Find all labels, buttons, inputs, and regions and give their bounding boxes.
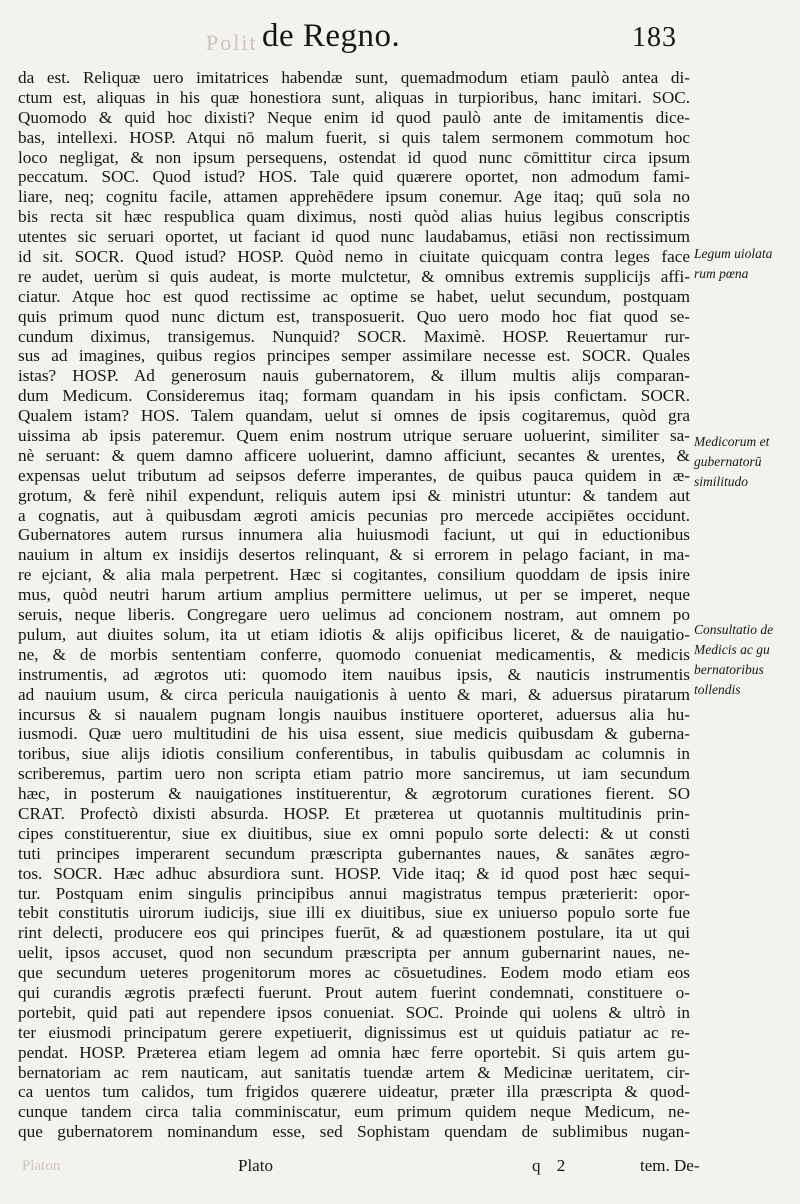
body-line: nè seruant: & quem damno afficere uoluerint, damno afficiunt, secantes & urentes, & — [18, 445, 690, 465]
body-line: toribus, siue alijs idiotis consilium conferentibus, in tabulis quibusdam ac columnis in — [18, 744, 690, 764]
margin-note-line: bernatoribus — [694, 662, 764, 677]
margin-note-line: Legum uiolata — [694, 246, 773, 261]
running-header-title: de Regno. — [262, 18, 401, 54]
margin-note-line: similitudo — [694, 474, 749, 489]
body-line: sus ad imagines, quibus regios principes semper assimilare necesse est. SOCR. Quales — [18, 346, 690, 366]
body-line: CRAT. Profectò dixisti absurda. HOSP. Et præterea ut quotannis multitudinis prin- — [18, 803, 690, 823]
body-line: tos. SOCR. Hæc adhuc absurdiora sunt. HOSP. Vide itaq; & id quod post hæc sequi- — [18, 863, 690, 883]
margin-note-medicorum — [694, 432, 800, 492]
margin-note-line: Medicorum et — [694, 434, 770, 449]
body-line: quis primum quod nunc dictum est, transposuerit. Quo uero modo hoc fiat quod se- — [18, 306, 690, 326]
body-line: ne, & de morbis sententiam conferre, quomodo conueniat medicamentis, & medicis — [18, 644, 690, 664]
body-line: tuti principes imperarent secundum præscripta gubernantes naues, & sanātes ægro- — [18, 843, 690, 863]
body-line: rint delecti, producere eos qui principes fuerūt, & ad quæstionem postulare, ita ut qui — [18, 923, 690, 943]
body-line: iusmodi. Quæ uero multitudini de his uisa essent, siue medicis quibusdam & guberna- — [18, 724, 690, 744]
body-line: que secundum ueteres progenitorum mores ac cōsuetudines. Eodem modo etiam eos — [18, 963, 690, 983]
body-line: Gubernatores autem rursus innumera alia huiusmodi faciunt, ut qui in eductionibus — [18, 525, 690, 545]
body-line: uissima ab ipsis pateremur. Quem enim nostrum utrique seruare uoluerint, similiter sa- — [18, 426, 690, 446]
body-line: nauium in altum ex insidijs desertos relinquant, & si errorem in pelago faciant, in ma- — [18, 545, 690, 565]
body-line: liare, neq; cognitu facile, attamen apprehēdere ipsum conemur. Age itaq; quū sola no — [18, 187, 690, 207]
body-line: incursus & si naualem pugnam longis nauibus instituere oporteret, aduersus alia hu- — [18, 704, 690, 724]
body-line: re ejciant, & alia mala perpetrent. Hæc si cogitantes, consilium quoddam de ipsis inire — [18, 565, 690, 585]
body-line: cipes constituerentur, siue ex diuitibus, siue ex omni populo sorte delecti: & ut consti — [18, 823, 690, 843]
body-line: pulum, aut diuites solum, ita ut etiam idiotis & alijs opificibus liceret, & de nauigatio- — [18, 624, 690, 644]
margin-note-line: Consultatio de — [694, 622, 774, 637]
bleed-through-footer: Platon — [22, 1158, 61, 1174]
body-line: ter eiusmodi principatum gerere expetiuerit, dignissimus est ut quiduis patiatur ac re- — [18, 1022, 690, 1042]
body-text-column — [18, 68, 690, 1142]
body-line: loco negligat, & non ipsum persequens, ostendat id quod nunc cōmittitur circa ipsum — [18, 147, 690, 167]
body-line: ad nauium usum, & circa pericula nauigationis à uento & mari, & aduersus piratarum — [18, 684, 690, 704]
body-line: qui curandis ægrotis præfecti fuerunt. Prout autem fuerint condemnati, constituere o- — [18, 982, 690, 1002]
body-line: uelit, ipsos accuset, quod non secundum præscripta per annum gubernarint naues, ne- — [18, 943, 690, 963]
body-line: instrumentis, ad ægrotos uti: quomodo item nauibus ipsis, & nauticis instrumentis — [18, 664, 690, 684]
margin-note-line: tollendis — [694, 682, 741, 697]
body-line: utentes sic seruari oportet, ut faciant id quod nunc laudabamus, etiāsi non rectissimum — [18, 227, 690, 247]
body-line: tur. Postquam enim singulis principibus annui magistratus tempus præterierit: opor- — [18, 883, 690, 903]
body-line: ciatur. Atque hoc est quod rectissime ac optime se habet, uelut secundum, postquam — [18, 286, 690, 306]
body-line: bis recta sit hæc respublica quam diximus, nosti quòd alias huius legibus conscriptis — [18, 207, 690, 227]
body-line: cundum diximus, transigemus. Nunquid? SOCR. Maximè. HOSP. Reuertamur rur- — [18, 326, 690, 346]
body-line: bernatoriam ac rem nauticam, aut sanitatis tuendæ artem & Medicinæ ueritatem, cir- — [18, 1062, 690, 1082]
body-line: cunque tandem circa talia comminiscatur, eum primum quidem neque Medicum, ne- — [18, 1102, 690, 1122]
body-line: pendat. HOSP. Præterea etiam legem ad omnia hæc ferre oportebit. Si quis artem gu- — [18, 1042, 690, 1062]
margin-note-line: rum pœna — [694, 266, 749, 281]
body-line: id sit. SOCR. Quod istud? HOSP. Quòd nemo in ciuitate quicquam contra leges face — [18, 247, 690, 267]
body-line: peccatum. SOC. Quod istud? HOS. Tale quid quærere oportet, non admodum fami- — [18, 167, 690, 187]
body-line: grotum, & ferè nihil expendunt, reliquis autem ipsi & ministri utuntur: & tandem aut — [18, 485, 690, 505]
margin-note-consultatio — [694, 620, 800, 700]
body-line: seruis, neque liberis. Congregare uero uelimus ad concionem nostram, aut omnem po — [18, 605, 690, 625]
body-line: ca uentos tum calidos, tum frigidos quærere uideatur, præter illa præscripta & quod- — [18, 1082, 690, 1102]
bleed-through-text: Polit — [206, 30, 258, 55]
body-line: expensas uelut tributum ad seipsos deferre imperantes, de quibus pauca quidem in æ- — [18, 465, 690, 485]
body-line: hæc, in posterum & nauigationes instituerentur, & ægrotorum curationes fierent. SO — [18, 784, 690, 804]
body-line: mus, quòd neutri harum artium amplius permittere uelimus, ut per se imperet, neque — [18, 585, 690, 605]
body-line: portebit, quid pati aut rependere ipsos conueniat. SOC. Proinde qui uolens & ultrò in — [18, 1002, 690, 1022]
body-line: Qualem istam? HOS. Talem quandam, uelut si omnes de ipsis cogitaremus, quòd gra — [18, 406, 690, 426]
margin-note-legum — [694, 244, 800, 284]
body-line: que gubernatorem nominandum esse, sed Sophistam quendam de sublimibus nugan- — [18, 1122, 690, 1142]
signature-mark: q 2 — [532, 1156, 572, 1175]
body-line: re audet, uerùm si quis audeat, is morte mulctetur, & omnibus extremis supplicijs affi- — [18, 266, 690, 286]
body-line: bas, intellexi. HOSP. Atqui nō malum fuerit, si quis talem sermonem commotum hoc — [18, 127, 690, 147]
page-footer — [0, 1150, 800, 1180]
margin-note-line: gubernatorū — [694, 454, 762, 469]
body-line: da est. Reliquæ uero imitatrices habendæ sunt, quemadmodum etiam paulò antea di- — [18, 68, 690, 87]
body-line: dum Medicum. Consideremus itaq; formam quandam in his ipsis confictam. SOCR. — [18, 386, 690, 406]
margin-note-line: Medicis ac gu — [694, 642, 770, 657]
body-line: istas? HOSP. Ad generosum nauis gubernatorem, & illum multis alijs comparan- — [18, 366, 690, 386]
body-line: tebit constitutis uirorum iudicijs, siue illi ex diuitibus, siue ex uniuerso populo sorte fue — [18, 903, 690, 923]
body-line: a cognatis, aut à quibusdam ægroti amicis pecunias pro mercede accipiētes occidunt. — [18, 505, 690, 525]
page-number: 183 — [632, 22, 677, 53]
body-line: ctum est, aliquas in his quæ honestiora sunt, aliquas in turpioribus, hanc imitari. SOC. — [18, 87, 690, 107]
body-line: scriberemus, partim uero non scripta etiam patrio more sanciremus, ut iam secundum — [18, 764, 690, 784]
catchword: tem. De- — [640, 1156, 700, 1175]
footer-author: Plato — [238, 1156, 273, 1175]
body-line: Quomodo & quid hoc dixisti? Neque enim id quod paulò ante de imitamentis dice- — [18, 107, 690, 127]
